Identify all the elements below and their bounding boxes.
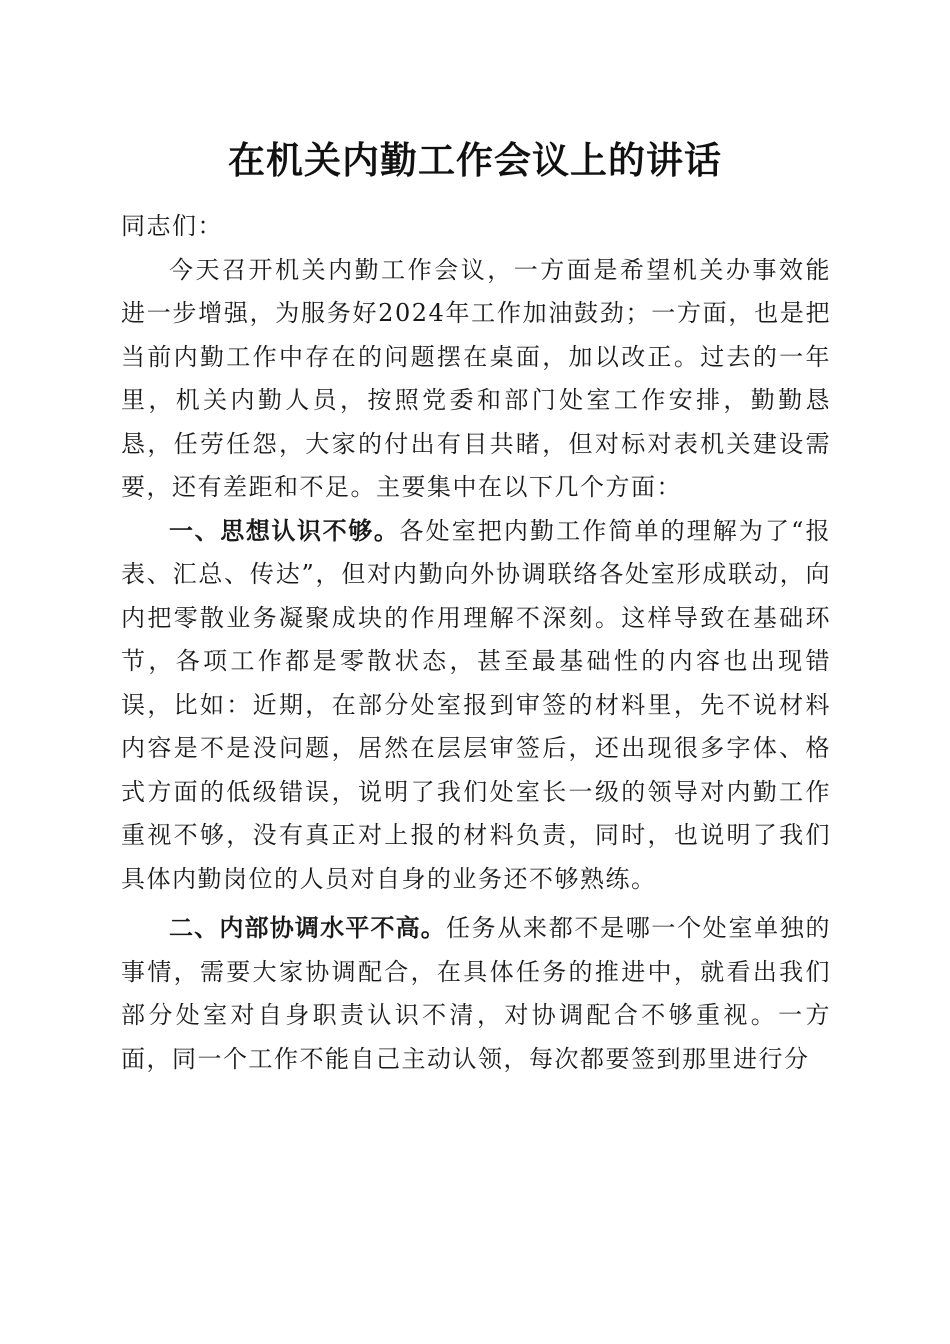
intro-paragraph: 今天召开机关内勤工作会议，一方面是希望机关办事效能进一步增强，为服务好2024年工作加油鼓劲；一方面，也是把当前内勤工作中存在的问题摆在桌面，加以改正。过去的一年里，机关内勤人员，按照党委和部门处室工作安排，勤勤恳恳，任劳任怨，大家的付出有目共睹，但对标对表机关建设需要，还有差距和不足。主要集中在以下几个方面： <box>121 255 831 501</box>
section-heading-2: 二、内部协调水平不高。 <box>169 914 446 942</box>
section-body-1: 各处室把内勤工作简单的理解为了“报表、汇总、传达”，但对内勤向外协调联络各处室形成联动，向内把零散业务凝聚成块的作用理解不深刻。这样导致在基础环节，各项工作都是零散状态，甚至最基础性的内容也出现错误，比如：近期，在部分处室报到审签的材料里，先不说材料内容是不是没问题，居然在层层审签后，还出现很多字体、格式方面的低级错误，说明了我们处室长一级的领导对内勤工作重视不够，没有真正对上报的材料负责，同时，也说明了我们具体内勤岗位的人员对自身的业务还不够熟练。 <box>121 516 831 893</box>
section-paragraph-1 <box>121 510 831 902</box>
section-heading-1: 一、思想认识不够。 <box>169 516 400 545</box>
document-body <box>121 205 831 1081</box>
document-title: 在机关内勤工作会议上的讲话 <box>228 138 722 182</box>
salutation: 同志们： <box>121 212 223 240</box>
section-body-2: 任务从来都不是哪一个处室单独的事情，需要大家协调配合，在具体任务的推进中，就看出我们部分处室对自身职责认识不清，对协调配合不够重视。一方面，同一个工作不能自己主动认领，每次都要签到那里进行分 <box>121 914 832 1073</box>
section-paragraph-2 <box>121 907 831 1081</box>
